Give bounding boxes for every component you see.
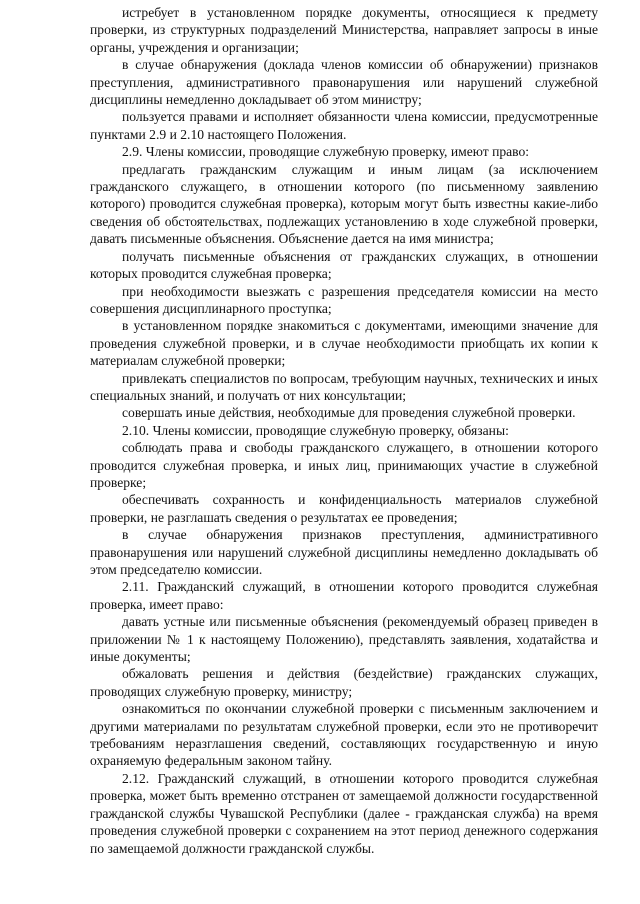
section-2-9-heading: 2.9. Члены комиссии, проводящие служебную проверку, имеют право: [122,144,530,160]
section-2-11-heading: 2.11. Гражданский служащий, в отношении которого проводится служебная проверка, имеет право: [90,579,598,612]
paragraph-member-rights: пользуется правами и исполняет обязанности члена комиссии, предусмотренные пунктами 2.9 и 2.10 настоящего Положения. [90,109,598,142]
paragraph-involve-specialists: привлекать специалистов по вопросам, требующим научных, технических и иных специальных знаний, и получать от них консультации; [90,370,598,403]
paragraph-appeal-decisions: обжаловать решения и действия (бездействие) гражданских служащих, проводящих служебную проверку, министру; [90,666,598,699]
document-body [90,4,598,857]
paragraph-request-explanations: предлагать гражданским служащим и иным лицам (за исключением гражданского служащего, в отношении которого (по письменному заявлению которого) проводится служебная проверка), которым могут быть известны какие-либо сведения об обстоятельствах, подлежащих установлению в ходе служебной проверки, давать письменные объяснения. Объяснение дается на имя министра; [90,161,598,247]
paragraph-confidentiality: обеспечивать сохранность и конфиденциальность материалов служебной проверки, не разглашать сведения о результатах ее проведения; [90,492,598,525]
paragraph-other-actions: совершать иные действия, необходимые для проведения служебной проверки. [122,405,576,421]
paragraph-requests-documents: истребует в установленном порядке документы, относящиеся к предмету проверки, из структурных подразделений Министерства, направляет запросы в иные органы, учреждения и организации; [90,5,598,55]
paragraph-review-documents: в установленном порядке знакомиться с документами, имеющими значение для проведения служебной проверки, и в случае необходимости приобщать их копии к материалам служебной проверки; [90,318,598,369]
section-2-10-heading: 2.10. Члены комиссии, проводящие служебную проверку, обязаны: [122,422,509,438]
paragraph-report-to-chair: в случае обнаружения признаков преступления, административного правонарушения или нарушений служебной дисциплины немедленно докладывать об этом председателю комиссии. [90,527,598,577]
paragraph-reports-violations: в случае обнаружения (доклада членов комиссии об обнаружении) признаков преступления, административного правонарушения или нарушений служебной дисциплины немедленно докладывает об этом министру; [90,57,598,108]
section-2-12-paragraph: 2.12. Гражданский служащий, в отношении которого проводится служебная проверка, может быть временно отстранен от замещаемой должности государственной гражданской службы Чувашской Республики (далее - гражданская служба) на время проведения служебной проверки с сохранением на этот период денежного содержания по замещаемой должности гражданской службы. [90,770,598,856]
paragraph-respect-rights: соблюдать права и свободы гражданского служащего, в отношении которого проводится служебная проверка, и иных лиц, принимающих участие в служебной проверке; [90,440,598,490]
paragraph-review-conclusion: ознакомиться по окончании служебной проверки с письменным заключением и другими материалами по результатам служебной проверки, если это не противоречит требованиям неразглашения сведений, составляющих государственную и иную охраняемую федеральным законом тайну. [90,701,598,769]
paragraph-give-explanations: давать устные или письменные объяснения (рекомендуемый образец приведен в приложении № 1 к настоящему Положению), представлять заявления, ходатайства и иные документы; [90,614,598,665]
paragraph-receive-explanations: получать письменные объяснения от гражданских служащих, в отношении которых проводится служебная проверка; [90,248,598,282]
paragraph-site-visit: при необходимости выезжать с разрешения председателя комиссии на место совершения дисциплинарного проступка; [90,283,598,316]
